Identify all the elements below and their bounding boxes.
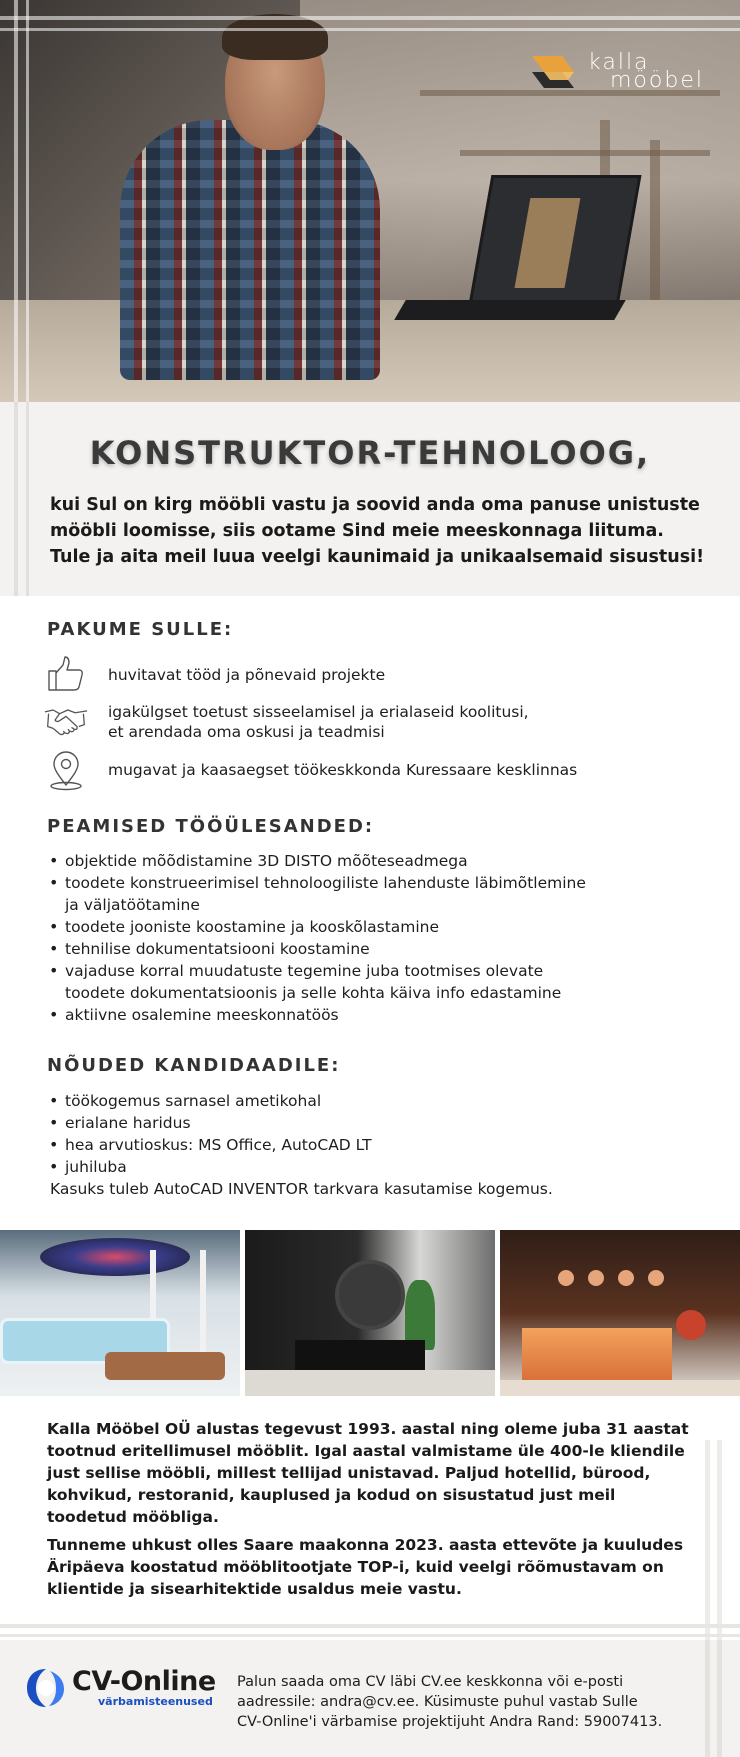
- list-item-text: toodete dokumentatsioonis ja selle kohta käiva info edastamine: [65, 984, 562, 1002]
- logo-text-moobel: mööbel: [610, 68, 704, 93]
- offer-line: huvitavat tööd ja põnevaid projekte: [108, 666, 386, 684]
- decor-stripe: [0, 16, 740, 20]
- list-item-text: • erialane haridus: [65, 1114, 191, 1132]
- decor-stripe: [705, 1640, 710, 1757]
- offer-line: mugavat ja kaasaegset töökeskkonda Kuressaare kesklinnas: [108, 761, 578, 779]
- list-item-text: • juhiluba: [65, 1158, 127, 1176]
- offer-text: [108, 665, 385, 685]
- list-item-text: • aktiivne osalemine meeskonnatöös: [65, 1006, 339, 1024]
- pendant-lamp: [558, 1270, 574, 1286]
- decor-stripe: [0, 1624, 740, 1628]
- photo-reception-interior: [500, 1230, 740, 1396]
- list-item: [47, 850, 586, 872]
- list-item-text: • vajaduse korral muudatuste tegemine juba tootmises olevate: [65, 962, 544, 980]
- tasks-list: [47, 850, 586, 1026]
- about-line: Äripäeva koostatud mööblitootjate TOP-i, kuid veelgi rõõmustavam on: [47, 1558, 664, 1576]
- hero-image: [0, 0, 740, 402]
- decor-stripe: [0, 1634, 740, 1637]
- requirements-list: [47, 1090, 372, 1178]
- decor-stripe: [14, 0, 18, 402]
- decor-stripe: [26, 0, 29, 402]
- list-item: [47, 872, 586, 916]
- list-item-text: • hea arvutioskus: MS Office, AutoCAD LT: [65, 1136, 372, 1154]
- decor-stripe: [26, 402, 29, 596]
- about-paragraph: [47, 1418, 687, 1528]
- about-line: Tunneme uhkust olles Saare maakonna 2023. aasta ettevõte ja kuuludes: [47, 1536, 684, 1554]
- kalla-logo-icon: [528, 50, 578, 94]
- list-item: [47, 960, 586, 1004]
- floor: [245, 1370, 495, 1396]
- cv-online-tagline: värbamisteenused: [98, 1695, 213, 1708]
- list-item: [47, 1156, 372, 1178]
- offer-item: [44, 700, 88, 742]
- list-item: [47, 938, 586, 960]
- chair-frame: [650, 140, 660, 300]
- about-line: toodetud mööbliga.: [47, 1508, 219, 1526]
- job-title: KONSTRUKTOR-TEHNOLOOG,: [89, 434, 651, 472]
- decor-stripe: [717, 1640, 722, 1757]
- offer-item: [44, 653, 88, 695]
- offer-text: [108, 702, 529, 742]
- offer-item: [44, 750, 88, 792]
- ceiling-art: [40, 1238, 190, 1276]
- list-item: [47, 1004, 586, 1026]
- list-item: [47, 1090, 372, 1112]
- offer-line: et arendada oma oskusi ja teadmisi: [108, 723, 385, 741]
- about-line: tootnud eritellimusel mööblit. Igal aastal valmistame üle 400-le kliendile: [47, 1442, 685, 1460]
- intro-line: Tule ja aita meil luua veelgi kaunimaid ja unikaalsemaid sisustusi!: [50, 547, 705, 567]
- pendant-lamp: [588, 1270, 604, 1286]
- decor-stripe: [14, 402, 18, 596]
- intro-line: kui Sul on kirg mööbli vastu ja soovid anda oma panuse unistuste: [50, 495, 700, 515]
- photo-bathroom-interior: [245, 1230, 495, 1396]
- person-plaid-shirt: [120, 120, 380, 380]
- list-item: [47, 916, 586, 938]
- about-line: kohvikud, restoranid, kauplused ja kodud on sisustatud just meil: [47, 1486, 616, 1504]
- about-paragraph: [47, 1534, 687, 1600]
- photo-pool-interior: [0, 1230, 240, 1396]
- apply-line: CV-Online'i värbamise projektijuht Andra Rand: 59007413.: [237, 1714, 663, 1730]
- photo-strip: [0, 1230, 740, 1396]
- cv-online-logo-icon: [24, 1665, 68, 1709]
- tasks-title: PEAMISED TÖÖÜLESANDED:: [47, 816, 375, 837]
- apply-instructions: [237, 1672, 662, 1732]
- offer-line: igakülgset toetust sisseelamisel ja erialaseid koolitusi,: [108, 703, 529, 721]
- cv-online-name: CV-Online: [72, 1666, 216, 1697]
- person-hair: [222, 14, 328, 60]
- apply-line: Palun saada oma CV läbi CV.ee keskkonna või e-posti: [237, 1674, 624, 1690]
- requirements-note: Kasuks tuleb AutoCAD INVENTOR tarkvara kasutamise kogemus.: [50, 1180, 553, 1198]
- round-mirror: [335, 1260, 405, 1330]
- offer-text: [108, 760, 577, 780]
- intro-section: [0, 402, 740, 596]
- location-pin-icon: [44, 750, 88, 792]
- intro-line: mööbli loomisse, siis ootame Sind meie meeskonnaga liituma.: [50, 521, 664, 541]
- about-line: klientide ja sisearhitektide usaldus meie vastu.: [47, 1580, 462, 1598]
- requirements-title: NÕUDED KANDIDAADILE:: [47, 1055, 341, 1076]
- reception-counter: [522, 1328, 672, 1380]
- intro-text: [50, 492, 710, 570]
- about-line: Kalla Mööbel OÜ alustas tegevust 1993. aastal ning oleme juba 31 aastat: [47, 1420, 689, 1438]
- floor: [500, 1380, 740, 1396]
- vanity: [295, 1340, 425, 1370]
- apply-line: aadressile: andra@cv.ee. Küsimuste puhul vastab Sulle: [237, 1694, 638, 1710]
- handshake-icon: [44, 700, 88, 742]
- list-item-text: ja väljatöötamine: [65, 896, 200, 914]
- about-company: [47, 1418, 687, 1600]
- list-item-text: • töökogemus sarnasel ametikohal: [65, 1092, 322, 1110]
- list-item: [47, 1112, 372, 1134]
- laptop-base: [394, 300, 626, 320]
- kalla-moobel-logo: [528, 50, 704, 94]
- list-item-text: • toodete konstrueerimisel tehnoloogiliste lahenduste läbimõtlemine: [65, 874, 586, 892]
- decor-stripe: [0, 28, 740, 31]
- workshop-shelf: [460, 150, 710, 156]
- column: [200, 1250, 206, 1360]
- wooden-bench: [105, 1352, 225, 1380]
- laptop-screen: [469, 175, 642, 305]
- list-item-text: • toodete jooniste koostamine ja kooskõlastamine: [65, 918, 440, 936]
- pendant-lamp: [648, 1270, 664, 1286]
- list-item-text: • tehnilise dokumentatsiooni koostamine: [65, 940, 370, 958]
- flower-arrangement: [676, 1310, 706, 1340]
- thumbs-up-icon: [44, 653, 88, 695]
- cv-online-logo: [24, 1665, 216, 1709]
- logo-text-kalla: kalla: [588, 50, 650, 75]
- offer-title: PAKUME SULLE:: [47, 619, 234, 640]
- about-line: just sellise mööbli, millest tellijad unistavad. Paljud hotellid, bürood,: [47, 1464, 651, 1482]
- list-item: [47, 1134, 372, 1156]
- list-item-text: • objektide mõõdistamine 3D DISTO mõõteseadmega: [65, 852, 468, 870]
- pendant-lamp: [618, 1270, 634, 1286]
